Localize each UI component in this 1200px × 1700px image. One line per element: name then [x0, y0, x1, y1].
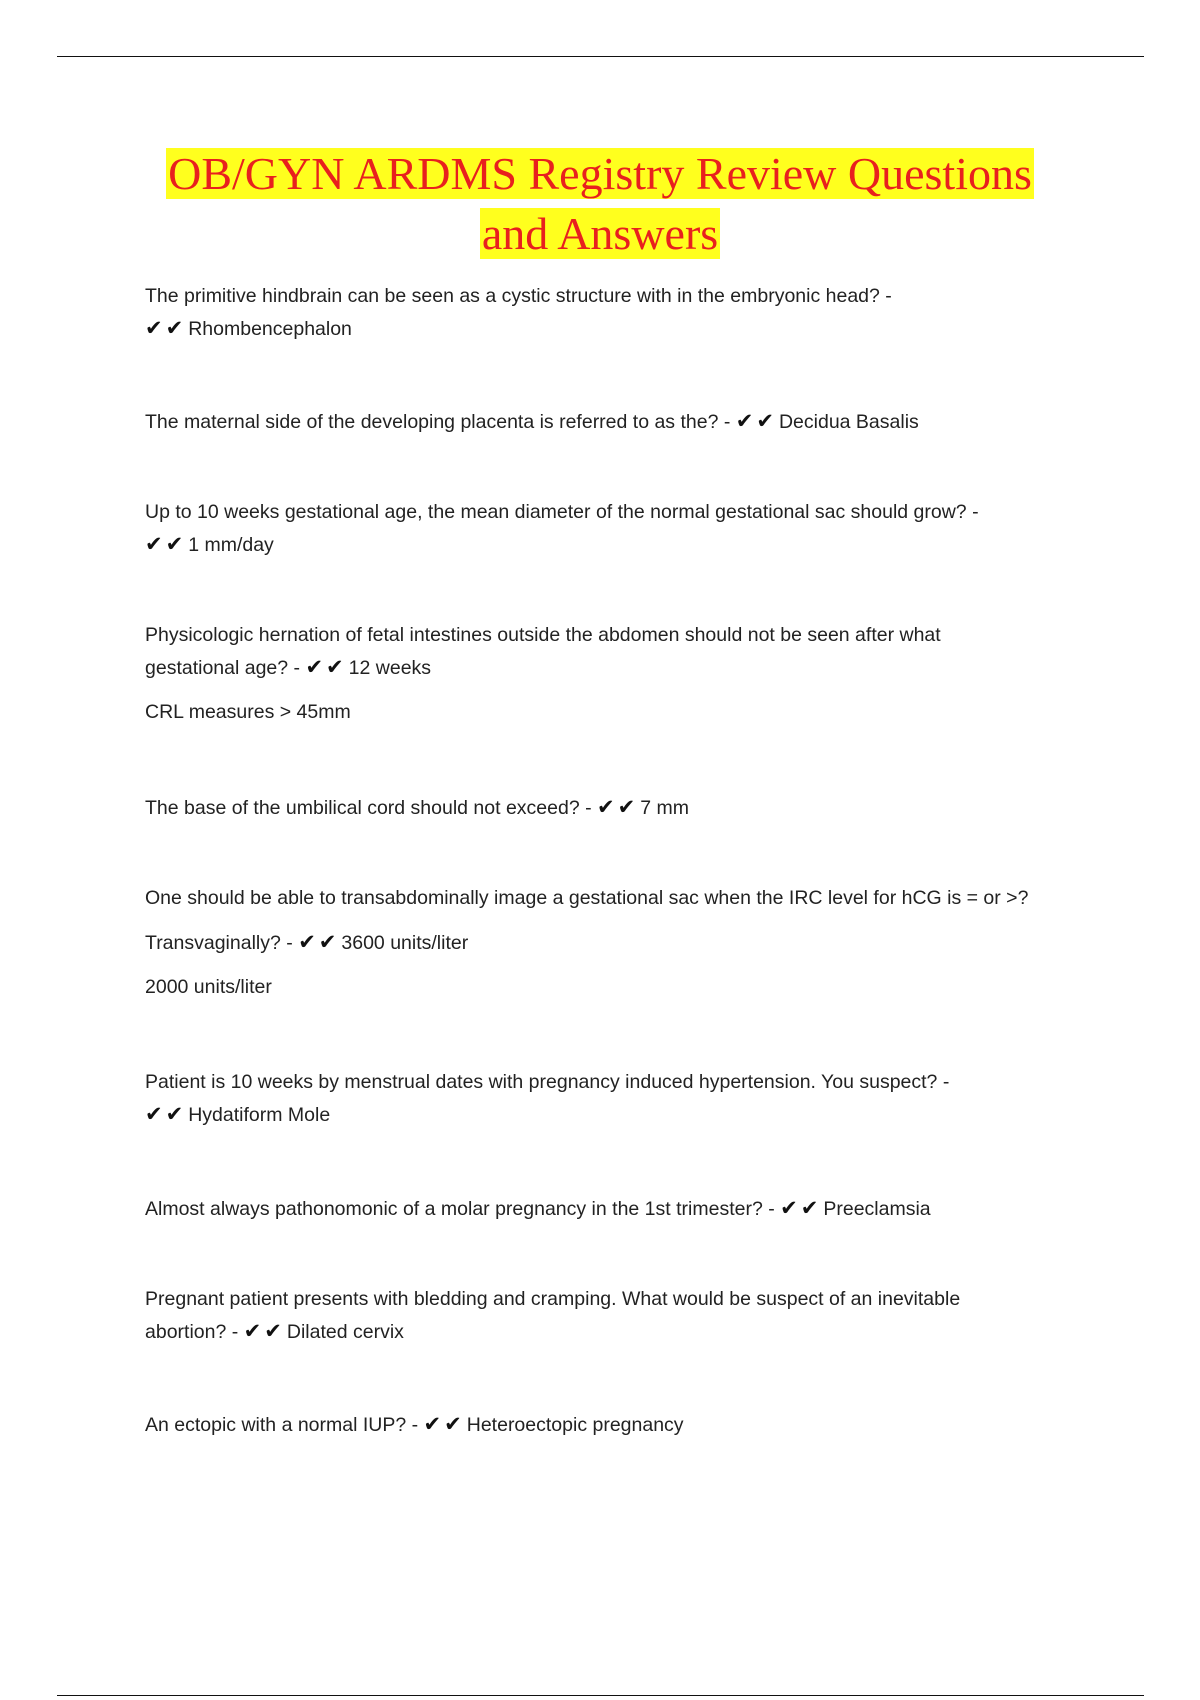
question-text-line-2: abortion? - [145, 1321, 239, 1343]
question-text: Patient is 10 weeks by menstrual dates with pregnancy induced hypertension. You suspect? - [145, 1071, 950, 1093]
answer-text: 7 mm [640, 797, 689, 819]
answer-text: Preeclamsia [823, 1198, 931, 1220]
title-line-2: and Answers [481, 208, 719, 259]
answer-text: Heteroectopic pregnancy [466, 1414, 684, 1436]
qa-item-6 [145, 882, 1065, 1003]
question-text-line-2: Transvaginally? - [145, 932, 293, 954]
double-check-icon: ✔✔ [780, 1196, 822, 1220]
qa-item-8 [145, 1192, 1065, 1225]
qa-item-4 [145, 619, 1065, 728]
question-text-line-1: Pregnant patient presents with bledding and cramping. What would be suspect of an inevitable [145, 1288, 961, 1310]
qa-item-7 [145, 1066, 1065, 1131]
document-title [0, 144, 1200, 264]
double-check-icon: ✔✔ [423, 1412, 465, 1436]
answer-text: 12 weeks [348, 657, 432, 679]
qa-item-9 [145, 1283, 1065, 1348]
question-text: The base of the umbilical cord should not exceed? - [145, 797, 592, 819]
double-check-icon: ✔✔ [145, 1102, 187, 1126]
qa-item-2 [145, 405, 1065, 438]
top-rule [57, 56, 1144, 57]
answer-text: 1 mm/day [188, 534, 274, 556]
question-text: The maternal side of the developing placenta is referred to as the? - [145, 411, 731, 433]
answer-note: 2000 units/liter [145, 976, 272, 998]
double-check-icon: ✔✔ [145, 532, 187, 556]
qa-item-5 [145, 791, 1065, 824]
double-check-icon: ✔✔ [735, 409, 777, 433]
bottom-rule [57, 1695, 1144, 1696]
answer-text: Dilated cervix [286, 1321, 404, 1343]
question-text: Almost always pathonomonic of a molar pregnancy in the 1st trimester? - [145, 1198, 775, 1220]
double-check-icon: ✔✔ [305, 655, 347, 679]
question-text-line-2: gestational age? - [145, 657, 301, 679]
answer-text: Hydatiform Mole [188, 1104, 331, 1126]
question-text: The primitive hindbrain can be seen as a cystic structure with in the embryonic head? - [145, 285, 892, 307]
qa-item-10 [145, 1408, 1065, 1441]
question-text: Up to 10 weeks gestational age, the mean diameter of the normal gestational sac should grow? - [145, 501, 979, 523]
double-check-icon: ✔✔ [298, 930, 340, 954]
answer-note: CRL measures > 45mm [145, 701, 351, 723]
title-line-1: OB/GYN ARDMS Registry Review Questions [168, 148, 1032, 199]
qa-item-1 [145, 280, 1065, 345]
answer-text: Decidua Basalis [778, 411, 919, 433]
double-check-icon: ✔✔ [243, 1319, 285, 1343]
answer-text: 3600 units/liter [341, 932, 469, 954]
question-text-line-1: Physicologic hernation of fetal intestines outside the abdomen should not be seen after what [145, 624, 941, 646]
question-text: One should be able to transabdominally image a gestational sac when the IRC level for hCG is = or >? [145, 887, 1029, 909]
question-text: An ectopic with a normal IUP? - [145, 1414, 419, 1436]
qa-item-3 [145, 496, 1065, 561]
double-check-icon: ✔✔ [597, 795, 639, 819]
double-check-icon: ✔✔ [145, 316, 187, 340]
answer-text: Rhombencephalon [188, 318, 352, 340]
